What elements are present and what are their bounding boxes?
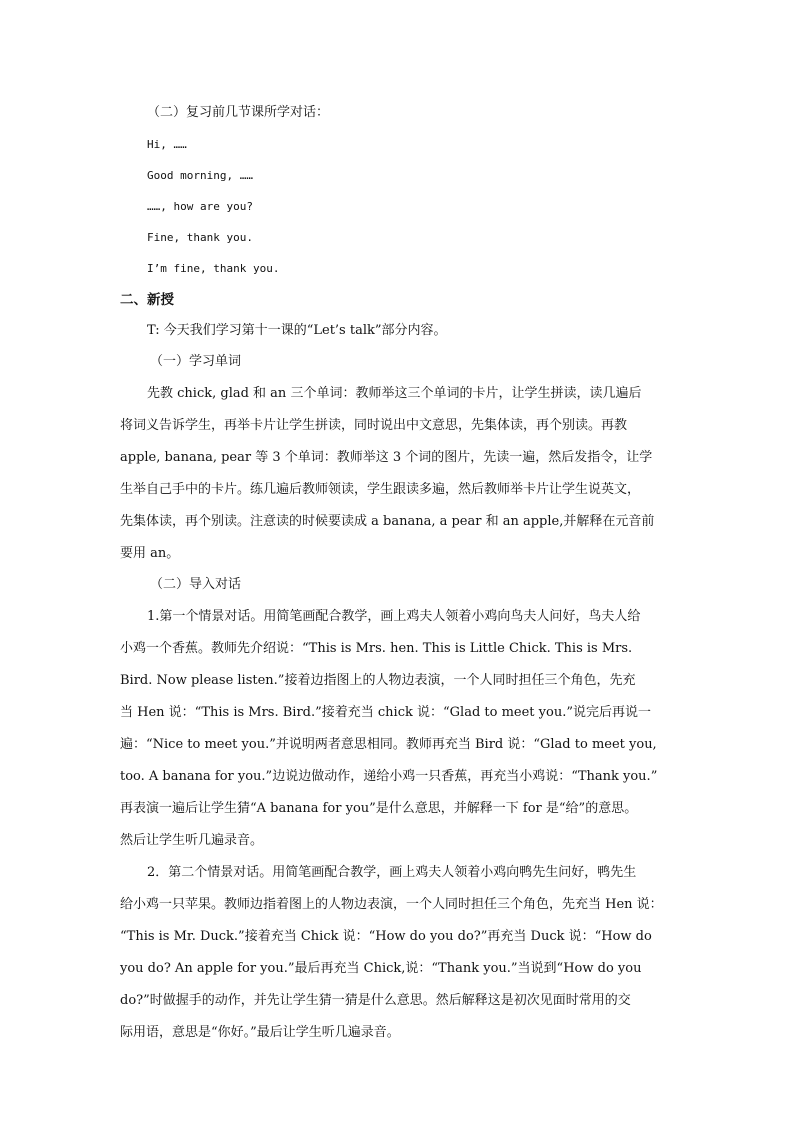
dialogue1-line-2: 小鸡一个香蕉。教师先介绍说：“This is Mrs. hen. This is Little Chick. This is Mrs.: [120, 641, 633, 656]
dialogue1-line-5: 遍：“Nice to meet you.”并说明两者意思相同。教师再充当 Bird 说：“Glad to meet you,: [120, 737, 657, 752]
dialogue1-line-7: 再表演一遍后让学生猜“A banana for you”是什么意思，并解释一下 for 是“给”的意思。: [120, 801, 638, 816]
dialogue2-line-6: 际用语，意思是“你好。”最后让学生听几遍录音。: [120, 1025, 400, 1040]
review-line-4: Fine, thank you.: [147, 231, 253, 244]
subsection-heading-dialogue: （二）导入对话: [150, 577, 242, 592]
dialogue1-line-1: 1.第一个情景对话。用简笔画配合教学，画上鸡夫人领着小鸡向鸟夫人问好，鸟夫人给: [147, 609, 641, 624]
vocab-line-1: 先教 chick, glad 和 an 三个单词：教师举这三个单词的卡片，让学生拼读，读几遍后: [147, 386, 642, 401]
review-line-3: ……, how are you?: [147, 200, 253, 213]
section-heading-new-lesson: 二、新授: [120, 292, 174, 308]
subsection-heading-vocabulary: （一）学习单词: [150, 354, 242, 369]
dialogue1-line-8: 然后让学生听几遍录音。: [120, 833, 264, 848]
dialogue1-line-4: 当 Hen 说：“This is Mrs. Bird.”接着充当 chick 说：“Glad to meet you.”说完后再说一: [120, 705, 651, 720]
review-line-5: I’m fine, thank you.: [147, 262, 280, 275]
dialogue2-line-4: you do? An apple for you.”最后再充当 Chick,说：“Thank you.”当说到“How do you: [120, 961, 642, 976]
review-heading: （二）复习前几节课所学对话：: [147, 105, 330, 120]
vocab-line-2: 将词义告诉学生，再举卡片让学生拼读，同时说出中文意思，先集体读，再个别读。再教: [120, 418, 628, 433]
vocab-line-6: 要用 an。: [120, 546, 180, 561]
vocab-line-4: 生举自己手中的卡片。练几遍后教师领读，学生跟读多遍，然后教师举卡片让学生说英文，: [120, 482, 641, 497]
dialogue2-line-3: “This is Mr. Duck.”接着充当 Chick 说：“How do you do?”再充当 Duck 说：“How do: [120, 929, 652, 944]
dialogue1-line-6: too. A banana for you.”边说边做动作，递给小鸡一只香蕉，再充当小鸡说：“Thank you.”: [120, 769, 658, 784]
dialogue2-line-1: 2．第二个情景对话。用简笔画配合教学，画上鸡夫人领着小鸡向鸭先生问好，鸭先生: [147, 865, 637, 880]
review-line-1: Hi, ……: [147, 138, 187, 151]
dialogue2-line-2: 给小鸡一只苹果。教师边指着图上的人物边表演，一个人同时担任三个角色，先充当 Hen 说：: [120, 897, 663, 912]
vocab-line-3: apple, banana, pear 等 3 个单词：教师举这 3 个词的图片，先读一遍，然后发指令，让学: [120, 450, 653, 465]
dialogue1-line-3: Bird. Now please listen.”接着边指图上的人物边表演，一个人同时担任三个角色，先充: [120, 673, 636, 688]
vocab-line-5: 先集体读，再个别读。注意读的时候要读成 a banana, a pear 和 an apple,并解释在元音前: [120, 514, 655, 529]
lesson-intro: T: 今天我们学习第十一课的“Let’s talk”部分内容。: [147, 323, 447, 338]
review-line-2: Good morning, ……: [147, 169, 253, 182]
dialogue2-line-5: do?”时做握手的动作，并先让学生猜一猜是什么意思。然后解释这是初次见面时常用的交: [120, 993, 631, 1008]
